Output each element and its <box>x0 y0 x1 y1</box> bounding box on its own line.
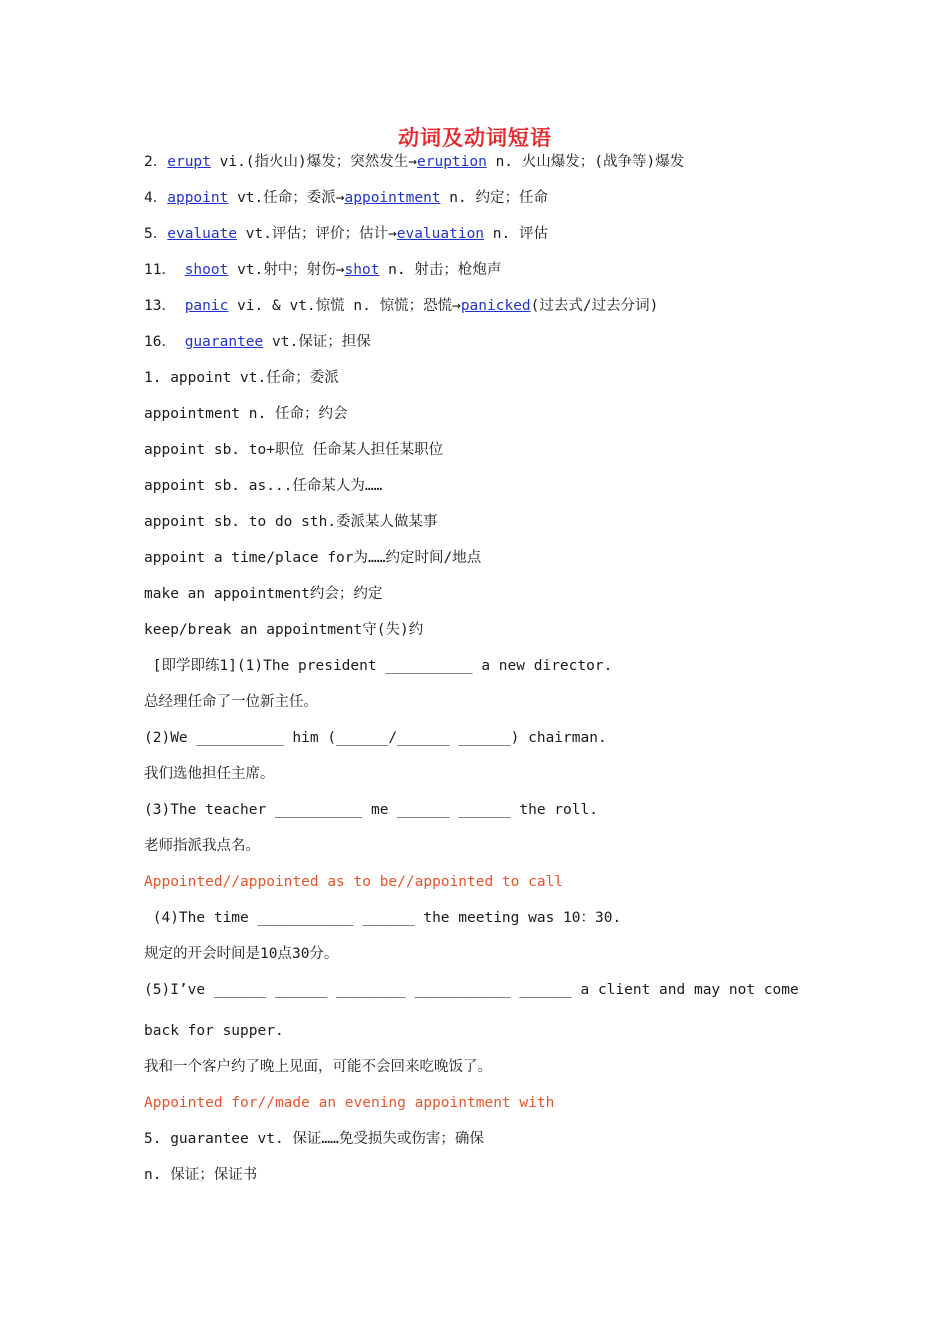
derivative-link[interactable]: shot <box>344 262 380 278</box>
translation-line: 总经理任命了一位新主任。 <box>144 694 318 710</box>
translation-line: 老师指派我点名。 <box>144 838 260 854</box>
definition-text: vt.射中；射伤→ <box>228 262 345 278</box>
exercise-line: [即学即练1](1)The president __________ a new director. <box>144 658 613 674</box>
vocab-line <box>144 152 684 172</box>
definition-text: n. 评估 <box>484 226 548 242</box>
vocab-line <box>144 188 548 208</box>
definition-text: (过去式/过去分词) <box>530 298 659 314</box>
vocab-link[interactable]: shoot <box>184 262 229 278</box>
vocab-link[interactable]: appoint <box>167 190 229 206</box>
vocab-link[interactable]: evaluate <box>167 226 238 242</box>
answer-line: Appointed//appointed as to be//appointed to call <box>144 874 564 890</box>
vocab-line <box>144 296 658 316</box>
item-number: 4． <box>144 190 168 206</box>
vocab-link[interactable]: panic <box>184 298 229 314</box>
item-number: 2． <box>144 154 168 170</box>
definition-text: n. 火山爆发；(战争等)爆发 <box>486 154 685 170</box>
definition-text: n. 约定；任命 <box>440 190 548 206</box>
text-line: appoint a time/place for为……约定时间/地点 <box>144 550 482 566</box>
text-line: n. 保证；保证书 <box>144 1167 258 1183</box>
item-number: 5． <box>144 226 168 242</box>
definition-text: n. 射击；枪炮声 <box>379 262 502 278</box>
definition-text: vt.任命；委派→ <box>228 190 345 206</box>
exercise-line: back for supper. <box>144 1023 284 1039</box>
translation-line: 我和一个客户约了晚上见面，可能不会回来吃晚饭了。 <box>144 1059 492 1075</box>
vocab-link[interactable]: guarantee <box>184 334 264 350</box>
vocab-line <box>144 332 371 352</box>
definition-text: vt.保证；担保 <box>263 334 371 350</box>
exercise-line: (5)I’ve ______ ______ ________ ___________ ______ a client and may not come <box>144 982 799 998</box>
derivative-link[interactable]: panicked <box>460 298 531 314</box>
definition-text: vt.评估；评价；估计→ <box>237 226 397 242</box>
exercise-line: (4)The time ___________ ______ the meeting was 10：30. <box>144 910 622 926</box>
text-line: keep/break an appointment守(失)约 <box>144 622 424 638</box>
derivative-link[interactable]: appointment <box>344 190 441 206</box>
item-number: 13． <box>144 298 185 314</box>
translation-line: 规定的开会时间是10点30分。 <box>144 946 339 962</box>
text-line: 1. appoint vt.任命；委派 <box>144 370 339 386</box>
answer-line: Appointed for//made an evening appointment with <box>144 1095 555 1111</box>
vocab-line <box>144 260 501 280</box>
translation-line: 我们选他担任主席。 <box>144 766 275 782</box>
text-line: appoint sb. as...任命某人为…… <box>144 478 383 494</box>
item-number: 11． <box>144 262 185 278</box>
text-line: appoint sb. to+职位 任命某人担任某职位 <box>144 442 444 458</box>
exercise-line: (3)The teacher __________ me ______ ______ the roll. <box>144 802 598 818</box>
derivative-link[interactable]: eruption <box>417 154 487 170</box>
item-number: 16． <box>144 334 185 350</box>
definition-text: vi. & vt.惊慌 n. 惊慌；恐慌→ <box>228 298 461 314</box>
text-line: make an appointment约会；约定 <box>144 586 383 602</box>
text-line: appoint sb. to do sth.委派某人做某事 <box>144 514 438 530</box>
text-line: 5. guarantee vt. 保证……免受损失或伤害；确保 <box>144 1131 484 1147</box>
text-line: appointment n. 任命；约会 <box>144 406 348 422</box>
exercise-line: (2)We __________ him (______/______ ______) chairman. <box>144 730 607 746</box>
derivative-link[interactable]: evaluation <box>396 226 485 242</box>
vocab-line <box>144 224 548 244</box>
vocab-link[interactable]: erupt <box>167 154 211 170</box>
page-title: 动词及动词短语 <box>398 125 552 150</box>
definition-text: vi.(指火山)爆发；突然发生→ <box>210 154 417 170</box>
